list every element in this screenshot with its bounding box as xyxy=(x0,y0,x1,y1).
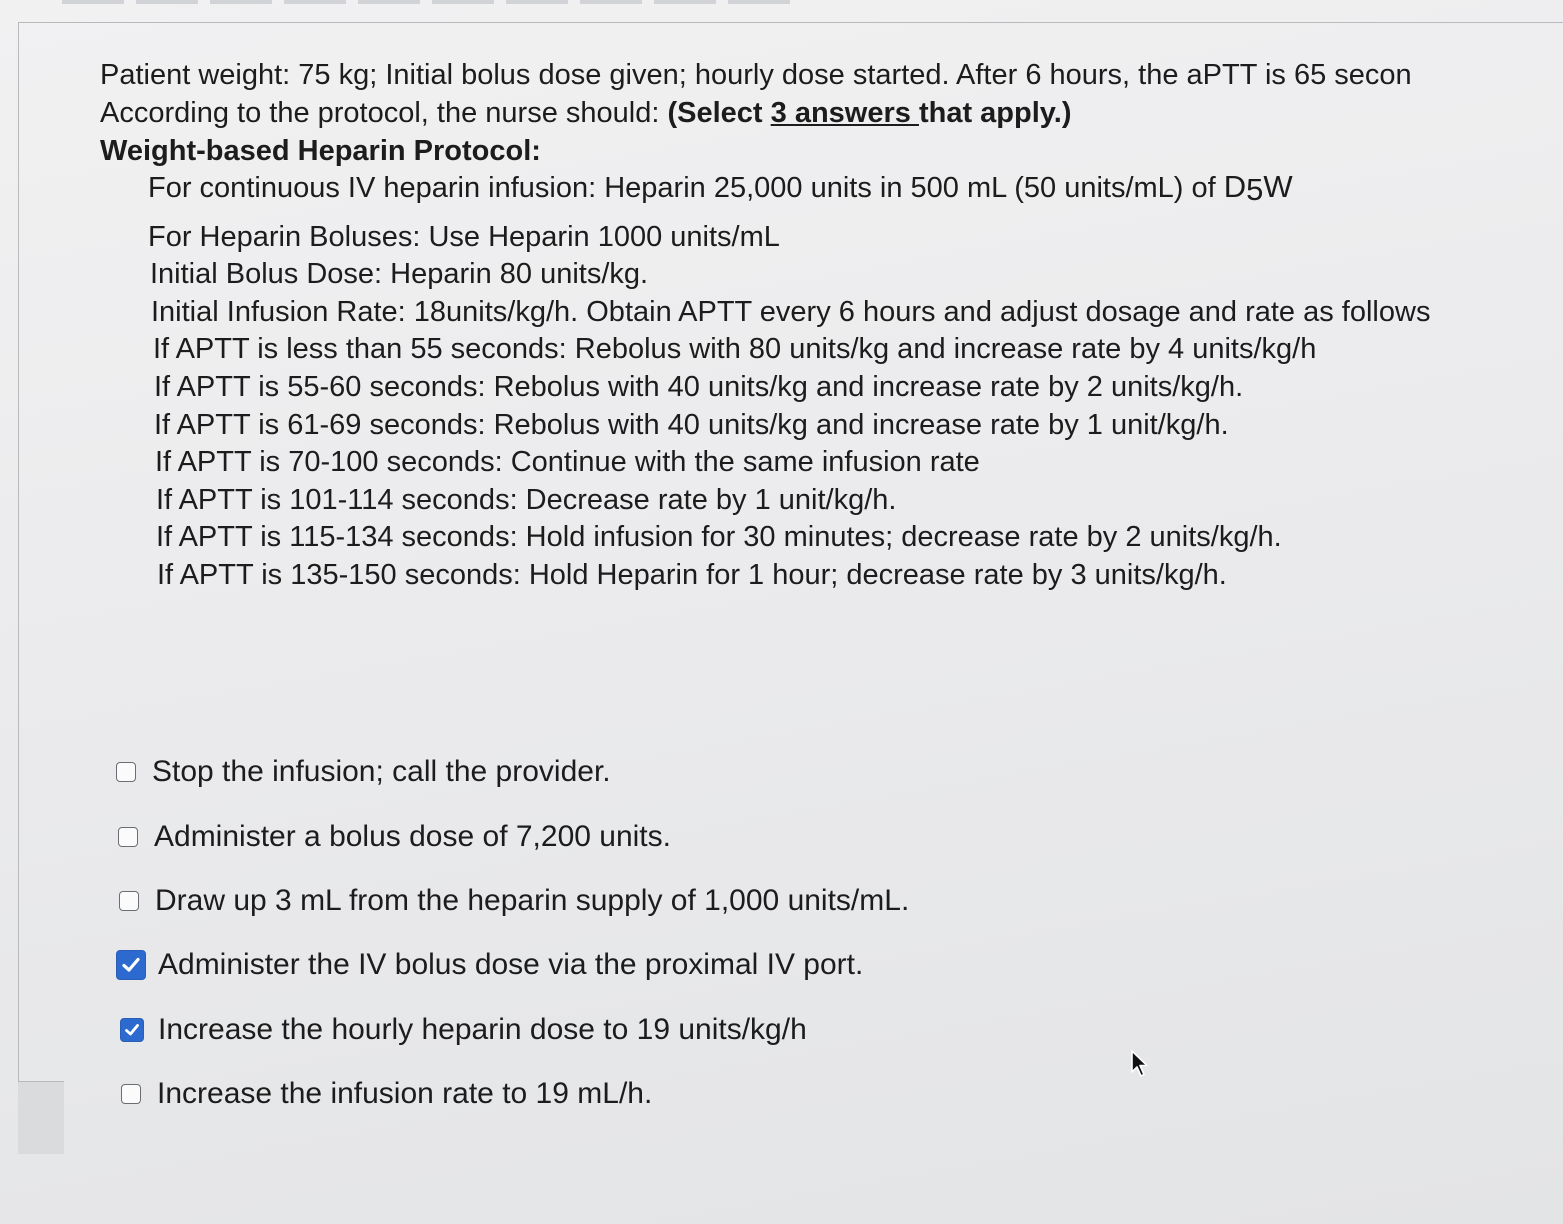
answer-label: Stop the infusion; call the provider. xyxy=(152,755,611,789)
checkbox-checked[interactable] xyxy=(120,1018,144,1042)
answer-option[interactable] xyxy=(116,740,909,804)
top-tab-edge xyxy=(358,0,420,4)
protocol-rule: If APTT is 61-69 seconds: Rebolus with 40 units/kg and increase rate by 1 unit/kg/h. xyxy=(154,408,1229,441)
protocol-rule: If APTT is 115-134 seconds: Hold infusion for 30 minutes; decrease rate by 2 units/kg/h. xyxy=(156,521,1282,554)
checkbox-unchecked[interactable] xyxy=(119,891,139,911)
select-count: 3 answers xyxy=(770,97,919,129)
checkbox-checked[interactable] xyxy=(116,950,146,980)
answer-option[interactable] xyxy=(120,998,909,1062)
question-stem xyxy=(100,56,1412,170)
check-icon xyxy=(120,954,142,976)
answer-label: Administer the IV bolus dose via the proximal IV port. xyxy=(158,948,864,982)
top-tab-edge xyxy=(210,0,272,4)
protocol-rule: If APTT is 135-150 seconds: Hold Heparin for 1 hour; decrease rate by 3 units/kg/h. xyxy=(157,558,1227,591)
protocol-block xyxy=(148,168,1430,595)
answer-option[interactable] xyxy=(119,869,909,933)
answer-label: Increase the hourly heparin dose to 19 units/kg/h xyxy=(158,1012,807,1046)
select-open: (Select xyxy=(667,97,771,129)
protocol-rule: If APTT is 70-100 seconds: Continue with the same infusion rate xyxy=(155,446,980,479)
top-tab-edge xyxy=(136,0,198,4)
checkbox-unchecked[interactable] xyxy=(118,827,138,847)
protocol-rule: If APTT is less than 55 seconds: Rebolus with 80 units/kg and increase rate by 4 units/kg/h xyxy=(153,333,1317,366)
answer-label: Administer a bolus dose of 7,200 units. xyxy=(154,819,671,853)
diluent-main: D xyxy=(1223,169,1247,204)
protocol-boluses: For Heparin Boluses: Use Heparin 1000 units/mL xyxy=(148,220,780,253)
top-tab-edge xyxy=(728,0,790,4)
select-instruction xyxy=(667,97,1071,129)
top-tab-edge xyxy=(506,0,568,4)
answer-option[interactable] xyxy=(116,933,909,997)
answer-option[interactable] xyxy=(118,804,909,868)
mouse-pointer-icon xyxy=(1128,1048,1158,1088)
protocol-continuous xyxy=(148,168,1430,209)
answer-label: Draw up 3 mL from the heparin supply of 1,000 units/mL. xyxy=(155,883,910,917)
protocol-rule: If APTT is 101-114 seconds: Decrease rate by 1 unit/kg/h. xyxy=(156,483,897,516)
top-tab-edge xyxy=(284,0,346,4)
check-icon xyxy=(123,1021,141,1039)
question-prompt: According to the protocol, the nurse should: xyxy=(100,97,668,129)
diluent-sub: 5 xyxy=(1246,172,1264,207)
protocol-initial-bolus: Initial Bolus Dose: Heparin 80 units/kg. xyxy=(150,258,649,291)
answer-option[interactable] xyxy=(121,1062,909,1126)
answer-label: Increase the infusion rate to 19 mL/h. xyxy=(157,1077,653,1111)
top-tab-edge xyxy=(432,0,494,4)
protocol-title: Weight-based Heparin Protocol: xyxy=(100,135,541,167)
question-line-1: Patient weight: 75 kg; Initial bolus dose given; hourly dose started. After 6 hours, the aPTT is 65 secon xyxy=(100,59,1412,91)
checkbox-unchecked[interactable] xyxy=(116,762,136,782)
top-tab-edge xyxy=(62,0,124,4)
frame-footer-block xyxy=(18,1082,64,1154)
protocol-continuous-text: For continuous IV heparin infusion: Heparin 25,000 units in 500 mL (50 units/mL) of xyxy=(148,172,1224,204)
protocol-initial-rate: Initial Infusion Rate: 18units/kg/h. Obtain APTT every 6 hours and adjust dosage and rate as follows xyxy=(151,295,1431,328)
top-tab-edge xyxy=(654,0,716,4)
top-tab-edge xyxy=(580,0,642,4)
protocol-rule: If APTT is 55-60 seconds: Rebolus with 40 units/kg and increase rate by 2 units/kg/h. xyxy=(154,370,1244,403)
top-tab-strip xyxy=(0,0,1563,22)
checkbox-unchecked[interactable] xyxy=(121,1084,141,1104)
diluent-end: W xyxy=(1263,169,1293,204)
question-line-2 xyxy=(100,94,1412,132)
answer-options xyxy=(116,740,909,1126)
select-close: that apply.) xyxy=(918,97,1072,129)
diluent-label xyxy=(1223,169,1293,207)
